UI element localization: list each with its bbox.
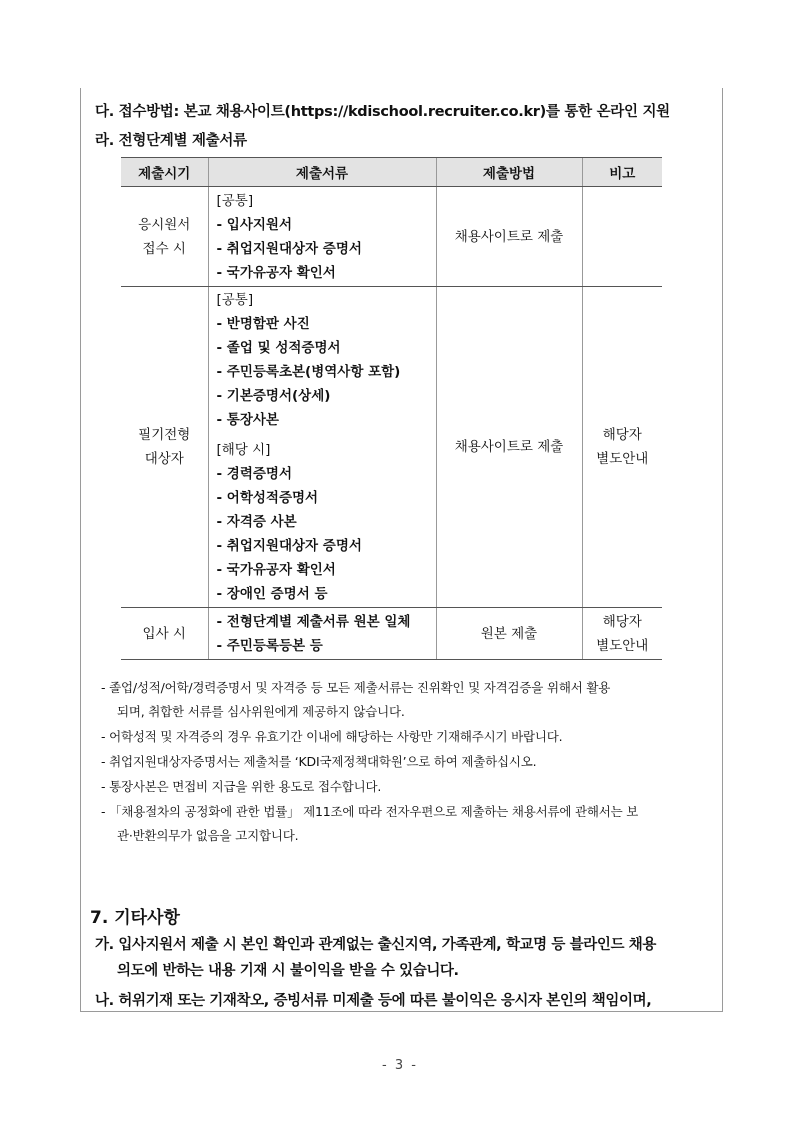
note-line: 해당자 [602, 613, 642, 630]
item-na [95, 988, 725, 1014]
section-title: 7. 기타사항 [90, 908, 180, 928]
item-da: 다. 접수방법: 본교 채용사이트(https://kdischool.recruiter.co.kr)를 통한 온라인 지원 [95, 104, 670, 120]
doc-item: - 취업지원대상자 증명서 [216, 538, 362, 554]
doc-item: - 주민등록초본(병역사항 포함) [216, 364, 401, 380]
doc-item: - 통장사본 [216, 412, 279, 428]
header-note: 비고 [582, 158, 662, 187]
item-ra: 라. 전형단계별 제출서류 [95, 133, 247, 149]
para-text: 나. 허위기재 또는 기재착오, 증빙서류 미제출 등에 따른 불이익은 응시자 본인의 책임이며, [95, 993, 652, 1009]
doc-item: - 기본증명서(상세) [216, 388, 331, 404]
header-when: 제출시기 [121, 158, 208, 187]
para-text: 가. 입사지원서 제출 시 본인 확인과 관계없는 출신지역, 가족관계, 학교명 등 블라인드 채용 [95, 937, 656, 953]
row-note [582, 287, 662, 608]
note-text: - 졸업/성적/어학/경력증명서 및 자격증 등 모든 제출서류는 진위확인 및 자격검증을 위해서 활용 [101, 680, 611, 695]
page-number: - 3 - [382, 1058, 418, 1073]
row-method: 채용사이트로 제출 [436, 187, 582, 287]
note-text: - 「채용절차의 공정화에 관한 법률」 제11조에 따라 전자우편으로 제출하는 채용서류에 관해서는 보 [101, 804, 639, 819]
table-row [121, 187, 662, 287]
header-method: 제출방법 [436, 158, 582, 187]
note-line: 별도안내 [596, 451, 649, 467]
when-line: 대상자 [144, 451, 184, 467]
para-text: 의도에 반하는 내용 기재 시 불이익을 받을 수 있습니다. [117, 963, 459, 979]
note-item [101, 800, 725, 848]
doc-item: - 국가유공자 확인서 [216, 264, 336, 281]
table-row [121, 608, 662, 660]
row-when: 입사 시 [121, 608, 208, 660]
doc-item: - 국가유공자 확인서 [216, 562, 336, 578]
row-docs [208, 287, 436, 608]
doc-item: - 취업지원대상자 증명서 [216, 240, 362, 257]
row-note [582, 187, 662, 287]
row-method: 원본 제출 [436, 608, 582, 660]
doc-item: - 어학성적증명서 [216, 490, 319, 506]
row-docs [208, 187, 436, 287]
row-note [582, 608, 662, 660]
note-text: 관·반환의무가 없음을 고지합니다. [117, 828, 299, 843]
note-text: - 어학성적 및 자격증의 경우 유효기간 이내에 해당하는 사항만 기재해주시기 바랍니다. [101, 729, 563, 744]
note-text: - 취업지원대상자증명서는 제출처를 ‘KDI국제정책대학원’으로 하여 제출하십시오. [101, 754, 537, 769]
note-item [101, 676, 725, 724]
doc-item: - 졸업 및 성적증명서 [216, 340, 341, 356]
group-label: [공통] [216, 192, 254, 209]
row-when [121, 287, 208, 608]
when-line: 응시원서 [138, 216, 191, 233]
table-row [121, 287, 662, 608]
item-ga [95, 932, 725, 984]
group-label: [공통] [216, 292, 254, 308]
note-line: 해당자 [602, 427, 642, 443]
doc-item: - 경력증명서 [216, 466, 293, 482]
note-text: - 통장사본은 면접비 지급을 위한 용도로 접수합니다. [101, 779, 382, 794]
row-docs [208, 608, 436, 660]
group-label: [해당 시] [216, 442, 271, 458]
when-line: 필기전형 [138, 427, 191, 443]
note-item [101, 725, 725, 749]
row-when [121, 187, 208, 287]
doc-item: - 장애인 증명서 등 [216, 586, 328, 602]
row-method: 채용사이트로 제출 [436, 287, 582, 608]
note-item [101, 750, 725, 774]
doc-item: - 자격증 사본 [216, 514, 297, 530]
when-line: 접수 시 [142, 240, 186, 257]
doc-item: - 반명함판 사진 [216, 316, 310, 332]
table-header-row [121, 158, 662, 187]
note-text: 되며, 취합한 서류를 심사위원에게 제공하지 않습니다. [117, 704, 405, 719]
doc-item: - 입사지원서 [216, 216, 293, 233]
doc-item: - 전형단계별 제출서류 원본 일체 [216, 613, 411, 630]
note-item [101, 775, 725, 799]
documents-table [121, 157, 662, 660]
doc-item: - 주민등록등본 등 [216, 637, 323, 654]
header-docs: 제출서류 [208, 158, 436, 187]
note-line: 별도안내 [596, 637, 649, 654]
